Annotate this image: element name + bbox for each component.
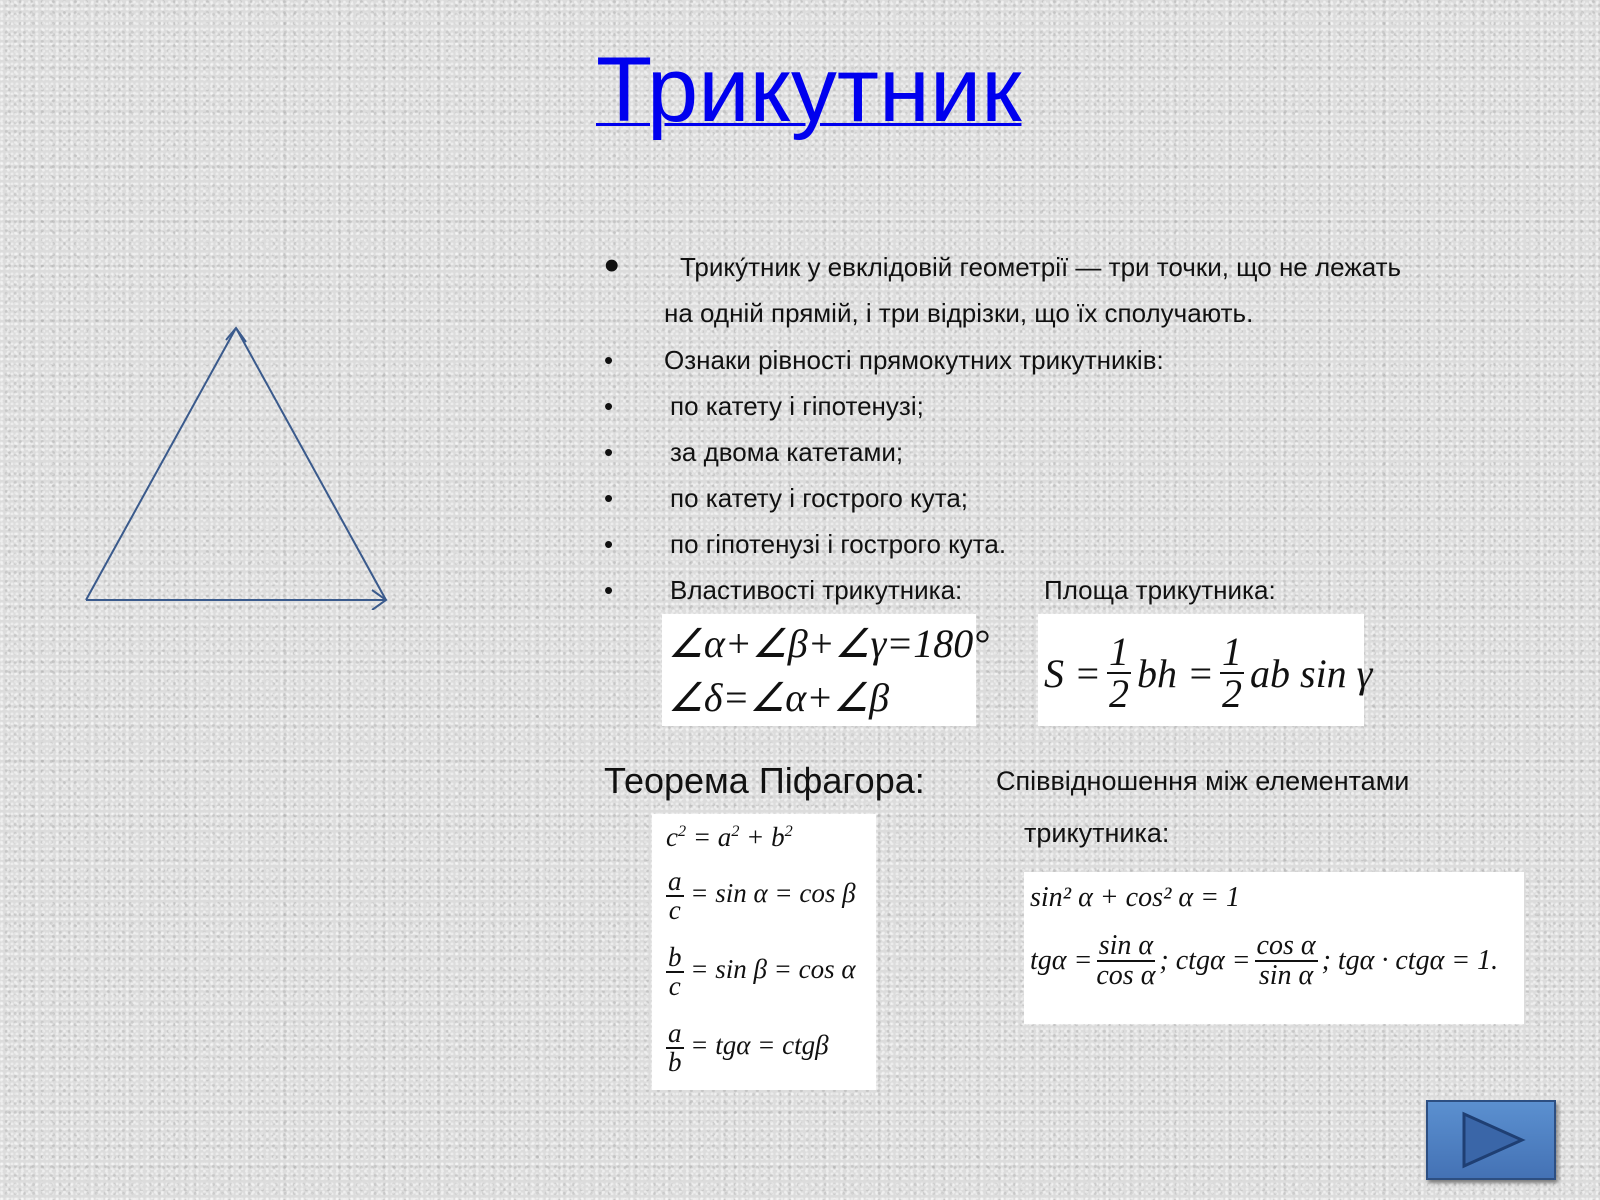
bullet-text: Ознаки рівності прямокутних трикутників: xyxy=(664,345,1164,375)
play-triangle-icon xyxy=(1428,1102,1554,1178)
formula-part: S = xyxy=(1044,650,1101,696)
triangle-diagram xyxy=(80,320,400,610)
bullet-dot: • xyxy=(604,437,614,467)
formula-line: $c^2 = a^2 + b^2$ xyxy=(666,822,793,852)
triangle-side-right xyxy=(236,328,386,600)
definition-line-1: Трику́тник у евклідовій геометрії — три точки, що не лежать xyxy=(680,252,1402,282)
bullet-text: за двома катетами; xyxy=(670,437,904,467)
bullet-dot: • xyxy=(604,483,614,513)
triangle-side-left xyxy=(86,328,236,600)
bullet-dot: • xyxy=(604,345,614,375)
bullet-dot: • xyxy=(604,529,614,559)
formula-line: ∠α+∠β+∠γ=180° xyxy=(668,621,990,666)
next-slide-button[interactable] xyxy=(1426,1100,1556,1180)
fraction: $\frac{1}{2}$ xyxy=(1109,629,1129,716)
area-label: Площа трикутника: xyxy=(1044,575,1276,605)
formula-line: $\frac{a}{c}$ = sin α = cos β xyxy=(668,866,856,925)
formula-line: tgα = $\frac{\text{sin α}}{\text{cos α}}$ ; ctgα = $\frac{\text{cos α}}{\text{sin α}}$ ; tgα · ctgα = 1. xyxy=(1030,930,1499,991)
bullet-text: Властивості трикутника: xyxy=(670,575,963,605)
bullet-dot: • xyxy=(604,241,620,290)
bullet-text: по катету і гіпотенузі; xyxy=(670,391,924,421)
relations-label-line-2: трикутника: xyxy=(1024,818,1170,848)
formula-part: bh = xyxy=(1137,650,1214,696)
slide-title[interactable]: Трикутник xyxy=(596,39,1022,141)
fraction: $\frac{1}{2}$ xyxy=(1222,629,1242,716)
formula-line: $\frac{a}{b}$ = tgα = ctgβ xyxy=(668,1018,829,1077)
bullet-text: по катету і гострого кута; xyxy=(670,483,968,513)
formula-line: $\frac{b}{c}$ = sin β = cos α xyxy=(668,942,856,1001)
relations-label-line-1: Співвідношення між елементами xyxy=(996,766,1410,796)
formula-line: ∠δ=∠α+∠β xyxy=(668,675,890,720)
pythagoras-label: Теорема Піфагора: xyxy=(604,760,925,801)
trig-relations-formula xyxy=(1024,872,1524,1024)
bullet-text: по гіпотенузі і гострого кута. xyxy=(670,529,1007,559)
pythagoras-formula xyxy=(652,814,876,1090)
area-formula xyxy=(1038,614,1373,726)
bullet-dot: • xyxy=(604,391,614,421)
angle-sum-formula xyxy=(662,614,990,726)
definition-line-2: на одній прямій, і три відрізки, що їх сполучають. xyxy=(664,298,1254,328)
formula-part: ab sin γ xyxy=(1250,650,1373,696)
formula-line: sin² α + cos² α = 1 xyxy=(1030,882,1240,913)
bullet-dot: • xyxy=(604,575,614,605)
